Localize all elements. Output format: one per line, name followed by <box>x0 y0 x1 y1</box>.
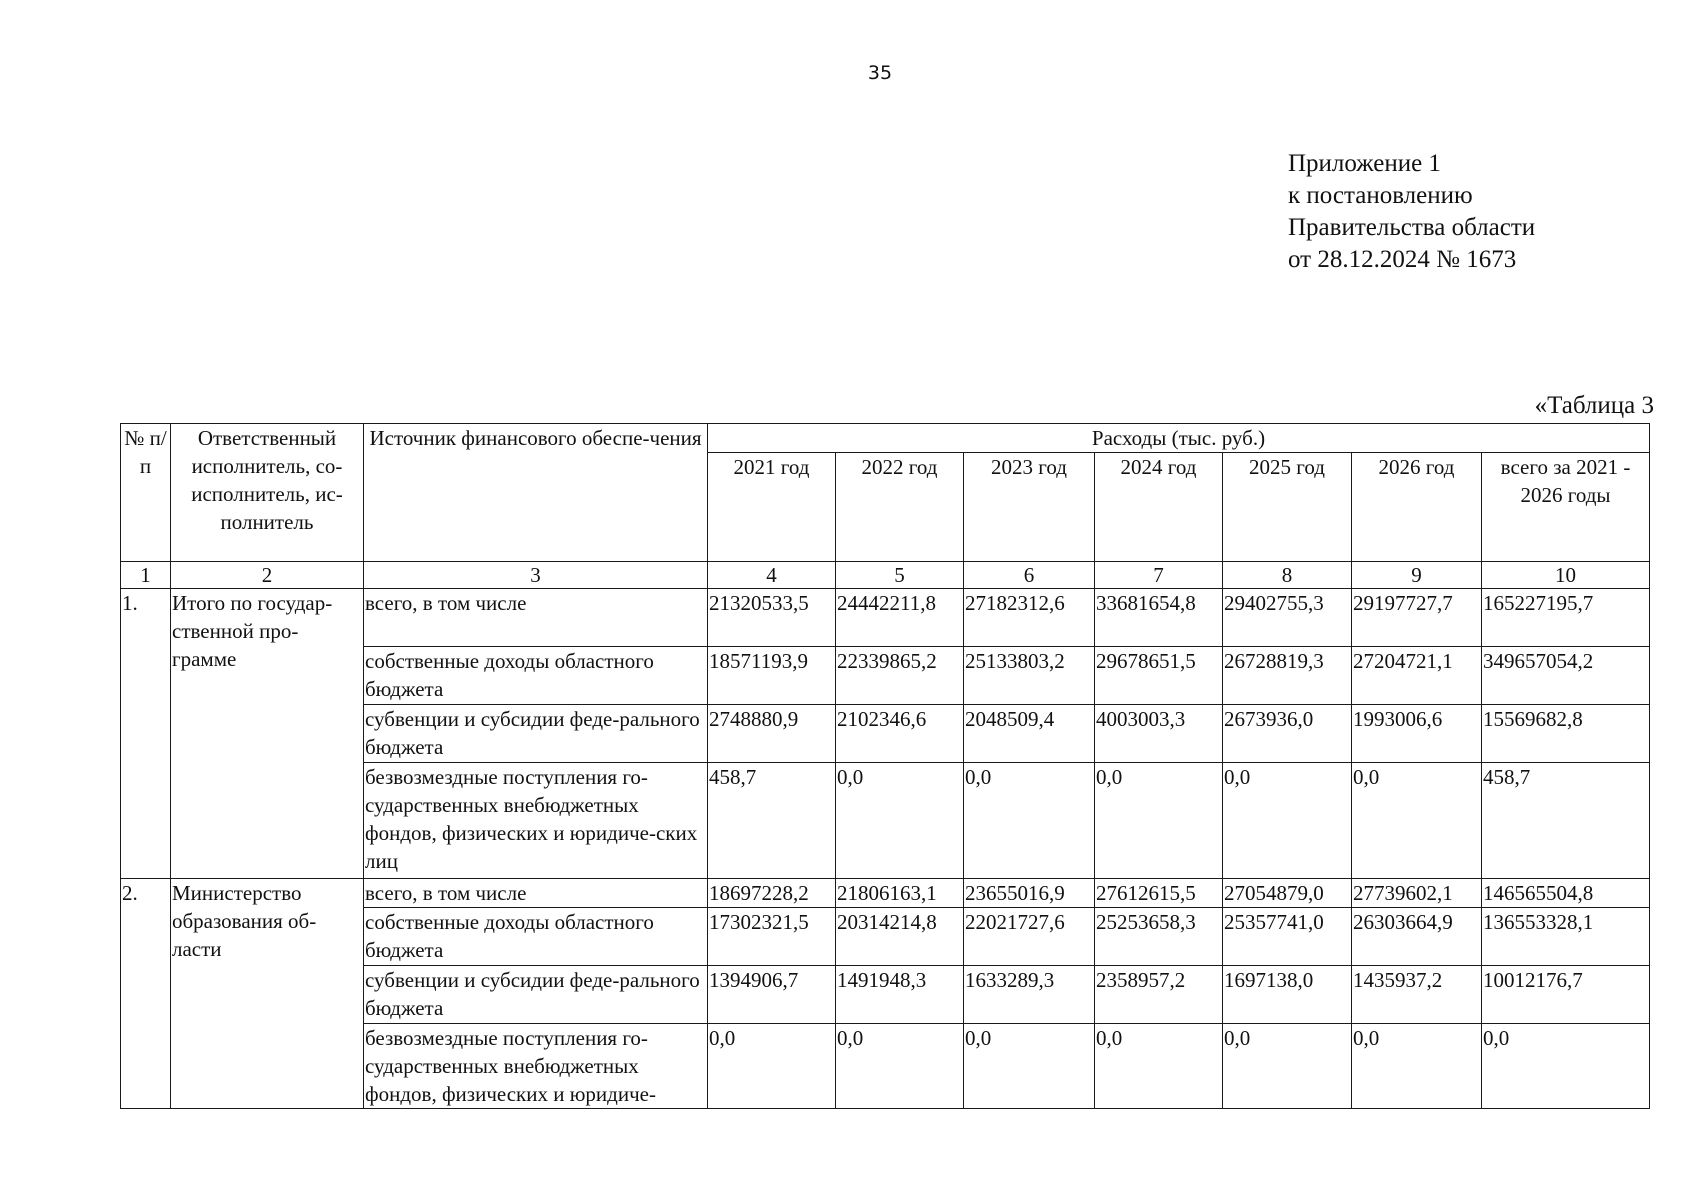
source-cell: собственные доходы областного бюджета <box>364 908 708 966</box>
appendix-line-2: к постановлению <box>1288 182 1473 209</box>
value-cell: 0,0 <box>1352 1024 1482 1109</box>
table-row <box>121 589 1650 647</box>
column-index-row <box>121 562 1650 589</box>
value-cell: 2673936,0 <box>1223 705 1352 763</box>
header-year-2026: 2026 год <box>1352 453 1482 562</box>
value-cell: 15569682,8 <box>1482 705 1650 763</box>
source-cell: субвенции и субсидии феде-рального бюджета <box>364 705 708 763</box>
value-cell: 26728819,3 <box>1223 647 1352 705</box>
value-cell: 0,0 <box>1223 763 1352 879</box>
header-row-1 <box>121 424 1650 453</box>
value-cell: 1435937,2 <box>1352 966 1482 1024</box>
value-cell: 0,0 <box>964 1024 1095 1109</box>
group-executor: Министерство образования об-ласти <box>171 879 364 1109</box>
value-cell: 1491948,3 <box>836 966 964 1024</box>
value-cell: 25357741,0 <box>1223 908 1352 966</box>
value-cell: 349657054,2 <box>1482 647 1650 705</box>
appendix-line-1: Приложение 1 <box>1288 150 1441 177</box>
value-cell: 0,0 <box>836 1024 964 1109</box>
value-cell: 0,0 <box>836 763 964 879</box>
value-cell: 458,7 <box>708 763 836 879</box>
col-index: 6 <box>964 562 1095 589</box>
appendix-block <box>1288 148 1535 276</box>
value-cell: 27612615,5 <box>1095 879 1223 908</box>
header-total: всего за 2021 - 2026 годы <box>1482 453 1650 562</box>
value-cell: 2358957,2 <box>1095 966 1223 1024</box>
value-cell: 1993006,6 <box>1352 705 1482 763</box>
group-num: 2. <box>121 879 171 1109</box>
source-cell: безвозмездные поступления го-сударственных внебюджетных фондов, физических и юридиче-ских лиц <box>364 763 708 879</box>
table-row <box>121 879 1650 908</box>
header-executor: Ответственный исполнитель, со-исполнитель, ис-полнитель <box>171 424 364 562</box>
value-cell: 0,0 <box>1223 1024 1352 1109</box>
col-index: 10 <box>1482 562 1650 589</box>
value-cell: 146565504,8 <box>1482 879 1650 908</box>
group-executor: Итого по государ-ственной про-грамме <box>171 589 364 879</box>
value-cell: 27204721,1 <box>1352 647 1482 705</box>
group-num: 1. <box>121 589 171 879</box>
value-cell: 1633289,3 <box>964 966 1095 1024</box>
col-index: 5 <box>836 562 964 589</box>
header-expenses: Расходы (тыс. руб.) <box>708 424 1650 453</box>
value-cell: 18571193,9 <box>708 647 836 705</box>
header-year-2022: 2022 год <box>836 453 964 562</box>
value-cell: 0,0 <box>964 763 1095 879</box>
col-index: 8 <box>1223 562 1352 589</box>
col-index: 1 <box>121 562 171 589</box>
value-cell: 1697138,0 <box>1223 966 1352 1024</box>
col-index: 7 <box>1095 562 1223 589</box>
value-cell: 29197727,7 <box>1352 589 1482 647</box>
value-cell: 458,7 <box>1482 763 1650 879</box>
value-cell: 0,0 <box>1095 1024 1223 1109</box>
table-caption: «Таблица 3 <box>1534 392 1654 419</box>
value-cell: 26303664,9 <box>1352 908 1482 966</box>
value-cell: 21806163,1 <box>836 879 964 908</box>
value-cell: 29678651,5 <box>1095 647 1223 705</box>
source-cell: субвенции и субсидии феде-рального бюджета <box>364 966 708 1024</box>
value-cell: 1394906,7 <box>708 966 836 1024</box>
page-number: 35 <box>867 62 893 84</box>
value-cell: 22021727,6 <box>964 908 1095 966</box>
col-index: 3 <box>364 562 708 589</box>
header-year-2023: 2023 год <box>964 453 1095 562</box>
header-num: № п/п <box>121 424 171 562</box>
value-cell: 136553328,1 <box>1482 908 1650 966</box>
col-index: 4 <box>708 562 836 589</box>
value-cell: 165227195,7 <box>1482 589 1650 647</box>
appendix-line-4: от 28.12.2024 № 1673 <box>1288 246 1517 273</box>
value-cell: 2102346,6 <box>836 705 964 763</box>
value-cell: 0,0 <box>1095 763 1223 879</box>
header-source: Источник финансового обеспе-чения <box>364 424 708 562</box>
source-cell: всего, в том числе <box>364 879 708 908</box>
value-cell: 24442211,8 <box>836 589 964 647</box>
col-index: 2 <box>171 562 364 589</box>
header-year-2021: 2021 год <box>708 453 836 562</box>
source-cell: всего, в том числе <box>364 589 708 647</box>
col-index: 9 <box>1352 562 1482 589</box>
value-cell: 22339865,2 <box>836 647 964 705</box>
value-cell: 0,0 <box>1482 1024 1650 1109</box>
value-cell: 0,0 <box>708 1024 836 1109</box>
value-cell: 2748880,9 <box>708 705 836 763</box>
value-cell: 27054879,0 <box>1223 879 1352 908</box>
value-cell: 17302321,5 <box>708 908 836 966</box>
value-cell: 2048509,4 <box>964 705 1095 763</box>
value-cell: 25133803,2 <box>964 647 1095 705</box>
value-cell: 29402755,3 <box>1223 589 1352 647</box>
value-cell: 20314214,8 <box>836 908 964 966</box>
appendix-line-3: Правительства области <box>1288 214 1536 241</box>
value-cell: 33681654,8 <box>1095 589 1223 647</box>
value-cell: 25253658,3 <box>1095 908 1223 966</box>
value-cell: 21320533,5 <box>708 589 836 647</box>
value-cell: 0,0 <box>1352 763 1482 879</box>
header-year-2024: 2024 год <box>1095 453 1223 562</box>
value-cell: 18697228,2 <box>708 879 836 908</box>
value-cell: 27739602,1 <box>1352 879 1482 908</box>
value-cell: 27182312,6 <box>964 589 1095 647</box>
source-cell: безвозмездные поступления го-сударственных внебюджетных фондов, физических и юридиче- <box>364 1024 708 1109</box>
value-cell: 23655016,9 <box>964 879 1095 908</box>
financing-table <box>120 423 1650 1109</box>
source-cell: собственные доходы областного бюджета <box>364 647 708 705</box>
value-cell: 4003003,3 <box>1095 705 1223 763</box>
value-cell: 10012176,7 <box>1482 966 1650 1024</box>
header-year-2025: 2025 год <box>1223 453 1352 562</box>
